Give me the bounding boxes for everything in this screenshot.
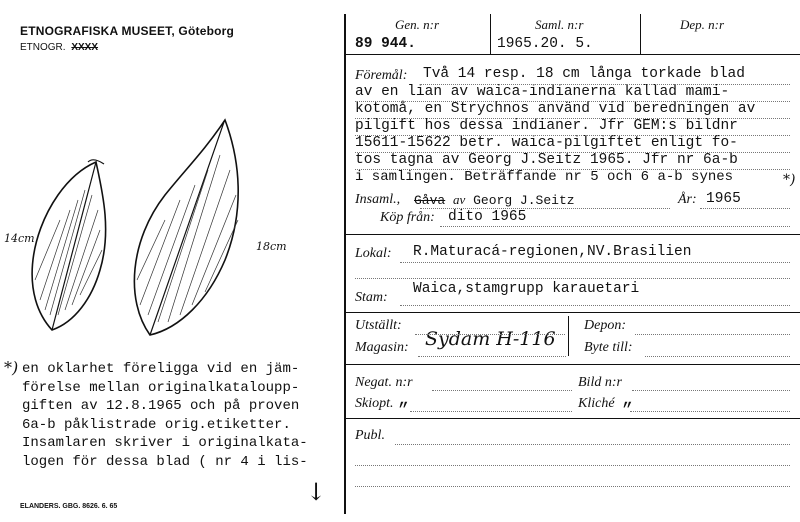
left-leaf-midrib: [52, 162, 96, 330]
stam-value: Waica,stamgrupp karauetari: [413, 281, 640, 297]
left-leaf-outline: [32, 162, 106, 330]
foremal-line-4: pilgift hos dessa indianer. Jfr GEM:s bildnr: [355, 118, 738, 134]
foremal-line-2: av en lian av waica-indianerna kallad mami-: [355, 84, 730, 100]
foremal-line-3: kotomå, en Strychnos använd vid beredningen av: [355, 101, 756, 117]
ar-label: År:: [678, 192, 697, 207]
skiopt-label: Skiopt.: [355, 396, 394, 411]
foremal-line-6: tos tagna av Georg J.Seitz 1965. Jfr nr 6a-b: [355, 152, 738, 168]
section-border: [344, 364, 800, 365]
etnogr-struck: XXXX: [71, 42, 99, 53]
dep-label: Dep. n:r: [680, 17, 725, 32]
gen-value: 89 944.: [355, 36, 416, 52]
byte-label: Byte till:: [584, 340, 633, 355]
section-border: [344, 312, 800, 313]
insaml-av: av: [453, 192, 466, 207]
kop-value: dito 1965: [448, 209, 527, 225]
insaml-struck: Gåva: [414, 193, 446, 208]
foremal-mark: *): [783, 172, 796, 188]
insaml-value: Georg J.Seitz: [473, 193, 575, 208]
lokal-value: R.Maturacá-regionen,NV.Brasilien: [413, 244, 692, 260]
depon-label: Depon:: [584, 318, 626, 333]
kop-label: Köp från:: [380, 210, 435, 225]
insaml-label: Insaml.,: [355, 192, 401, 207]
note-line: Insamlaren skriver i originalkata-: [22, 435, 308, 451]
etnogr-label: [20, 42, 98, 53]
note-line: 6a-b påklistrade orig.etiketter.: [22, 416, 291, 433]
gen-divider: [490, 14, 491, 54]
right-leaf-hatching: [137, 155, 238, 322]
bild-label: Bild n:r: [578, 375, 622, 390]
printer-footer: ELANDERS. GBG. 8626. 6. 65: [20, 503, 118, 510]
foremal-line-7: i samlingen. Beträffande nr 5 och 6 a-b synes: [355, 169, 734, 185]
foremal-label: Föremål:: [355, 68, 408, 83]
insaml-entry: [414, 191, 575, 209]
left-leaf-hatching: [35, 190, 102, 315]
kliche-label: Kliché: [578, 396, 615, 411]
saml-divider: [640, 14, 641, 54]
card-left-border: [344, 14, 346, 514]
leaf-sketch: [0, 100, 300, 350]
saml-value: 1965.20. 5.: [497, 36, 593, 52]
note-line: giften av 12.8.1965 och på proven: [22, 398, 300, 414]
foremal-line-1: Två 14 resp. 18 cm långa torkade blad: [423, 66, 745, 82]
stam-label: Stam:: [355, 290, 388, 305]
depon-divider: [568, 316, 569, 356]
left-note: [22, 360, 308, 471]
magasin-label: Magasin:: [355, 340, 409, 355]
note-line: logen för dessa blad ( nr 4 i lis-: [22, 453, 308, 470]
publ-label: Publ.: [355, 428, 385, 443]
kliche-value: „: [622, 390, 633, 410]
section-border: [344, 418, 800, 419]
lokal-label: Lokal:: [355, 246, 392, 261]
section-border: [344, 234, 800, 235]
top-row-border: [344, 54, 800, 55]
foremal-line-5: 15611-15622 betr. waica-pilgiftet enligt fo-: [355, 135, 738, 151]
note-line: en oklarhet föreligga vid en jäm-: [22, 361, 300, 377]
utstallt-label: Utställt:: [355, 318, 402, 333]
right-leaf-outline: [134, 120, 238, 335]
magasin-value: Sydam H-116: [425, 328, 556, 350]
ar-value: 1965: [706, 191, 741, 207]
museum-header: ETNOGRAFISKA MUSEET, Göteborg: [20, 24, 235, 38]
saml-label: Saml. n:r: [535, 17, 584, 32]
skiopt-value: „: [398, 390, 409, 410]
note-line: förelse mellan originalkataloupp-: [22, 379, 300, 396]
left-leaf-length: 14cm: [4, 232, 35, 245]
negat-label: Negat. n:r: [355, 375, 413, 390]
continue-arrow: ↓: [306, 478, 327, 506]
etnogr-prefix: ETNOGR.: [20, 42, 66, 53]
right-leaf-length: 18cm: [256, 240, 287, 253]
note-marker: *): [4, 358, 19, 377]
gen-label: Gen. n:r: [395, 17, 440, 32]
